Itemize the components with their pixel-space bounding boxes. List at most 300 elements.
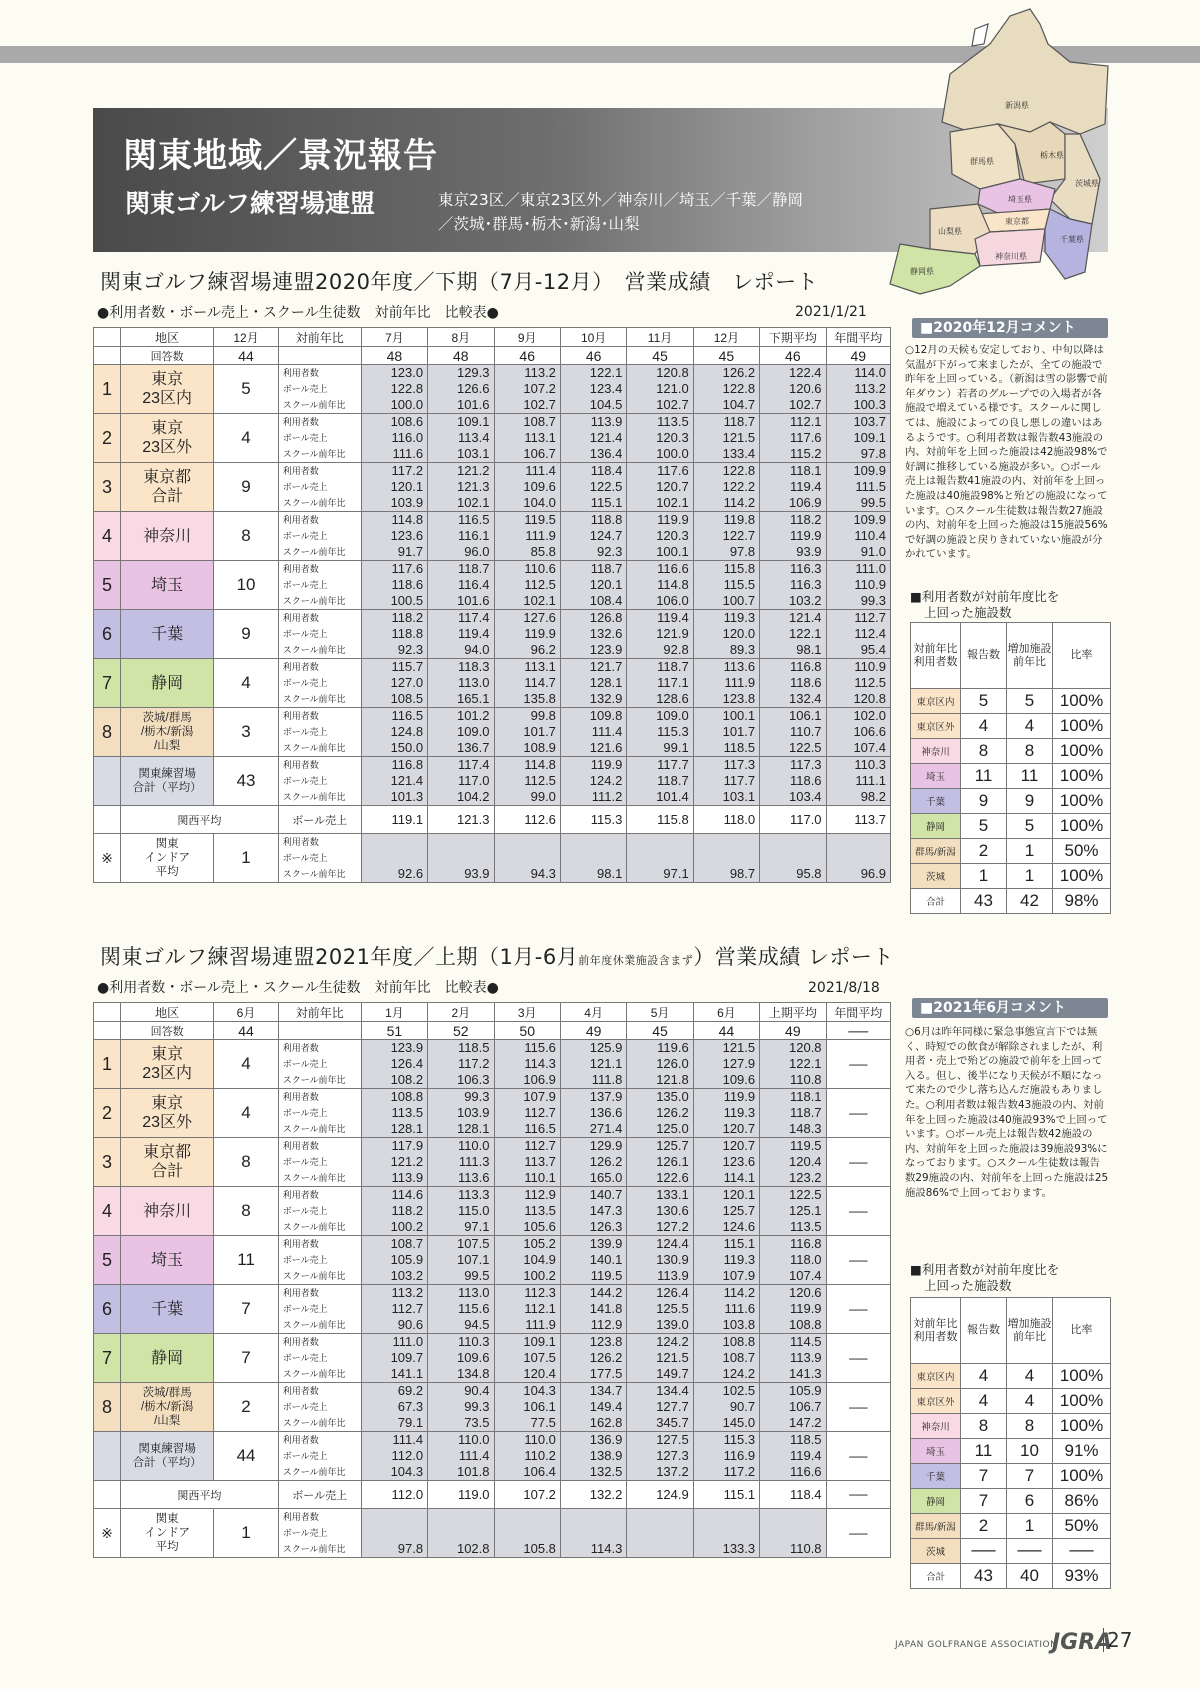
value: 136.4 <box>589 446 623 461</box>
value: 126.6 <box>456 381 490 396</box>
metric-label: スクール前年比 <box>282 1173 346 1183</box>
value: 105.9 <box>390 1252 424 1267</box>
value: 121.9 <box>656 626 689 641</box>
value: 123.6 <box>390 528 424 543</box>
value: 112.5 <box>854 675 886 690</box>
value: 110.0 <box>457 1138 490 1153</box>
summary-row <box>911 1514 1111 1539</box>
value: 106.0 <box>656 593 689 608</box>
map-label-chiba: 千葉県 <box>1060 235 1084 244</box>
summary-header: 増加施設前年比 <box>1007 1298 1053 1364</box>
count-cell: 46 <box>560 347 626 365</box>
row-number: 2 <box>94 1089 121 1138</box>
summary-value: 1 <box>961 864 1007 889</box>
value: 126.2 <box>656 1105 689 1120</box>
value: 119.9 <box>590 757 623 772</box>
value: 124.2 <box>722 1366 756 1381</box>
value: 120.6 <box>789 1285 822 1300</box>
indoor-value: 96.9 <box>860 866 886 881</box>
value: 77.5 <box>530 1415 556 1430</box>
summary-value: 1 <box>1007 839 1053 864</box>
value: 120.4 <box>789 1154 822 1169</box>
value: 120.3 <box>656 430 689 445</box>
value: 123.9 <box>589 642 623 657</box>
value: 121.2 <box>456 463 490 478</box>
value-cell <box>428 659 494 708</box>
summary-value: 9 <box>1007 789 1053 814</box>
value: 118.5 <box>457 1040 490 1055</box>
row-number: 6 <box>94 610 121 659</box>
value: 112.3 <box>524 1285 556 1300</box>
value: 128.1 <box>390 1121 424 1136</box>
value: 120.8 <box>656 365 689 380</box>
table-row <box>94 1236 891 1285</box>
value-cell <box>361 512 427 561</box>
summary-value: 11 <box>961 764 1007 789</box>
value: 116.8 <box>789 659 822 674</box>
value: 111.4 <box>591 724 623 739</box>
summary-region: 茨城 <box>911 1539 961 1564</box>
section2-title <box>100 941 894 971</box>
region-name <box>120 414 213 463</box>
region-name-line: 静岡 <box>151 1349 184 1367</box>
map-label-tochigi: 栃木県 <box>1040 151 1064 160</box>
value: 110.3 <box>457 1334 490 1349</box>
row-number: 1 <box>94 365 121 414</box>
region-name-line: 合計（平均） <box>132 782 202 794</box>
value: 113.2 <box>524 365 556 380</box>
value: 115.2 <box>789 446 822 461</box>
value: 101.7 <box>523 724 556 739</box>
kansai-metric: ボール売上 <box>278 806 361 834</box>
value: 99.3 <box>860 593 886 608</box>
value: 120.1 <box>722 1187 756 1202</box>
value: 116.8 <box>789 1236 822 1251</box>
summary-value: 43 <box>961 1564 1007 1589</box>
value: 118.8 <box>590 512 623 527</box>
value: 116.3 <box>789 577 822 592</box>
value-cell <box>361 757 427 806</box>
region-name-line: /栃木/新潟 <box>140 1401 194 1413</box>
value: 109.6 <box>523 479 556 494</box>
value: 121.5 <box>722 430 756 445</box>
value: 105.2 <box>523 1236 556 1251</box>
metric-labels <box>278 1334 361 1383</box>
value: 104.5 <box>589 397 623 412</box>
value: 127.7 <box>656 1399 689 1414</box>
count-blank <box>94 347 121 365</box>
metric-label: 利用者数 <box>282 662 319 672</box>
metric-labels <box>278 512 361 561</box>
column-header: 11月 <box>627 328 693 347</box>
summary-value: 100% <box>1053 739 1111 764</box>
value: 116.9 <box>723 1448 756 1463</box>
count-cell: 44 <box>693 1022 759 1040</box>
value: 116.3 <box>789 561 822 576</box>
summary-row <box>911 814 1111 839</box>
annual-average-dash: ── <box>826 1138 890 1187</box>
count-cell: 45 <box>693 347 759 365</box>
region-name-line: 東京 <box>151 1095 184 1112</box>
value-cell <box>560 561 626 610</box>
region-name <box>120 1236 213 1285</box>
summary-row <box>911 889 1111 914</box>
value-cell <box>760 1089 826 1138</box>
value: 108.5 <box>390 691 424 706</box>
value: 117.4 <box>457 757 490 772</box>
value-cell <box>494 1187 560 1236</box>
value: 126.4 <box>656 1285 689 1300</box>
response-count: 3 <box>214 708 278 757</box>
value: 111.4 <box>458 1448 490 1463</box>
summary-value: 100% <box>1053 789 1111 814</box>
metric-label: ボール売上 <box>282 727 328 737</box>
metric-label: 利用者数 <box>282 1337 319 1347</box>
column-header: 12月 <box>214 328 278 347</box>
value: 110.3 <box>854 757 886 772</box>
value: 133.4 <box>722 446 756 461</box>
value: 123.2 <box>789 1170 822 1185</box>
region-name-line: 埼玉 <box>151 1251 184 1269</box>
section1-table <box>93 327 891 883</box>
response-count: 43 <box>214 757 278 806</box>
response-count: 4 <box>214 1089 278 1138</box>
section2-comment-title: ■2021年6月コメント <box>912 998 1108 1018</box>
metric-labels <box>278 1236 361 1285</box>
value: 126.8 <box>589 610 623 625</box>
value-cell <box>428 1138 494 1187</box>
summary-region: 静岡 <box>911 814 961 839</box>
value: 114.2 <box>723 1285 756 1300</box>
summary-value: 93% <box>1053 1564 1111 1589</box>
value: 113.3 <box>457 1187 490 1202</box>
value-cell <box>627 1187 693 1236</box>
value: 113.7 <box>524 1154 556 1169</box>
value: 120.7 <box>722 1138 756 1153</box>
summary-value: 100% <box>1053 814 1111 839</box>
value: 109.6 <box>722 1072 756 1087</box>
value-cell <box>361 1138 427 1187</box>
value: 100.0 <box>390 397 424 412</box>
value: 121.5 <box>656 1350 689 1365</box>
value: 112.5 <box>524 773 556 788</box>
value: 139.0 <box>656 1317 689 1332</box>
kansai-value: 118.0 <box>693 806 759 834</box>
column-header: 6月 <box>693 1003 759 1022</box>
value: 107.5 <box>523 1350 556 1365</box>
kansai-value: 112.6 <box>494 806 560 834</box>
value: 148.3 <box>789 1121 822 1136</box>
value: 125.1 <box>789 1203 822 1218</box>
section2-title-end: ）営業成績 レポート <box>693 945 894 969</box>
value-cell <box>560 1040 626 1089</box>
value: 115.1 <box>723 1236 756 1251</box>
value: 115.3 <box>657 724 689 739</box>
value: 107.5 <box>456 1236 490 1251</box>
summary-value: 2 <box>961 1514 1007 1539</box>
value-cell <box>693 512 759 561</box>
value: 104.7 <box>722 397 756 412</box>
value: 116.5 <box>391 708 424 723</box>
column-header: 年間平均 <box>826 1003 890 1022</box>
value-cell <box>494 414 560 463</box>
value: 99.3 <box>464 1399 490 1414</box>
value-cell <box>494 1236 560 1285</box>
value: 136.7 <box>456 740 490 755</box>
section2-comment: ○6月は昨年同様に緊急事態宣言下では無く、時短での飲食が解除されましたが、利用者・売上で殆どの施設で前年を上回って入る。但し、後半になり天候が不順になって来たので少し落ち込んだ施設もありました。○利用者数は報告数43施設の内、対前年を上回った施設は40施設93%で上回っています。○ボール売上は報告数42施設の内、対前年を上回った施設は39施設93%になっております。○スクール生徒数は報告数29施設の内、対前年を上回った施設は25施設86%で上回っております。 <box>905 1026 1109 1199</box>
kanto-map <box>880 4 1110 304</box>
metric-label: 利用者数 <box>282 1288 319 1298</box>
value: 118.7 <box>723 414 756 429</box>
value-cell <box>693 1187 759 1236</box>
value: 122.5 <box>589 479 623 494</box>
value: 102.7 <box>656 397 689 412</box>
row-number: 6 <box>94 1285 121 1334</box>
value: 104.2 <box>456 789 490 804</box>
metric-label: スクール前年比 <box>282 1320 346 1330</box>
value: 122.1 <box>589 365 623 380</box>
value: 121.7 <box>589 659 623 674</box>
value: 111.6 <box>724 1301 756 1316</box>
kansai-average-label: 関西平均 <box>120 1481 278 1509</box>
section1-comment-title: ■2020年12月コメント <box>912 318 1108 338</box>
metric-label: 利用者数 <box>282 466 319 476</box>
value-cell <box>627 463 693 512</box>
summary-region: 東京区外 <box>911 1389 961 1414</box>
value-cell <box>826 834 890 883</box>
region-name-line: 埼玉 <box>151 576 184 594</box>
summary-value: 5 <box>961 689 1007 714</box>
value: 122.7 <box>722 528 756 543</box>
table-row <box>94 1285 891 1334</box>
value: 123.8 <box>722 691 756 706</box>
summary-value: 7 <box>1007 1464 1053 1489</box>
map-label-niigata: 新潟県 <box>1005 101 1029 110</box>
response-count: 7 <box>214 1285 278 1334</box>
value: 110.7 <box>789 724 822 739</box>
value: 118.7 <box>789 1105 822 1120</box>
value: 118.6 <box>391 577 424 592</box>
value-cell <box>494 1040 560 1089</box>
kansai-value: 119.1 <box>361 806 427 834</box>
value: 115.6 <box>524 1040 556 1055</box>
value: 98.1 <box>796 642 822 657</box>
summary-value: 4 <box>961 714 1007 739</box>
value: 108.2 <box>390 1072 424 1087</box>
summary-header: 増加施設前年比 <box>1007 623 1053 689</box>
annual-average-dash: ── <box>826 1089 890 1138</box>
value: 118.6 <box>789 773 822 788</box>
summary-value: 100% <box>1053 864 1111 889</box>
value: 123.0 <box>390 365 424 380</box>
value-cell <box>361 414 427 463</box>
header-blank <box>94 328 121 347</box>
row-number: 5 <box>94 561 121 610</box>
value: 122.8 <box>722 381 756 396</box>
column-header: 3月 <box>494 1003 560 1022</box>
value: 115.7 <box>391 659 424 674</box>
row-number: 5 <box>94 1236 121 1285</box>
value-cell <box>627 1432 693 1481</box>
annual-average-dash: ── <box>826 1432 890 1481</box>
map-sado <box>972 24 988 46</box>
metric-labels <box>278 834 361 883</box>
value-cell <box>693 1285 759 1334</box>
table-row <box>94 1334 891 1383</box>
summary-value: 6 <box>1007 1489 1053 1514</box>
value-cell <box>361 1509 427 1558</box>
page-number: 27 <box>1103 1628 1132 1652</box>
region-name <box>120 512 213 561</box>
metric-label: ボール売上 <box>282 853 328 863</box>
value: 112.0 <box>391 1448 424 1463</box>
kansai-value: 112.0 <box>361 1481 427 1509</box>
value: 122.5 <box>789 1187 822 1202</box>
metric-label: 利用者数 <box>282 1435 319 1445</box>
column-header: 7月 <box>361 328 427 347</box>
value-cell <box>428 463 494 512</box>
summary-value: 11 <box>1007 764 1053 789</box>
value: 125.7 <box>722 1203 756 1218</box>
value: 132.4 <box>789 691 822 706</box>
value-cell <box>428 834 494 883</box>
value: 124.2 <box>656 1334 689 1349</box>
response-count: 2 <box>214 1383 278 1432</box>
value-cell <box>826 512 890 561</box>
value-cell <box>760 1285 826 1334</box>
indoor-value: 105.8 <box>523 1541 556 1556</box>
value: 108.7 <box>722 1350 756 1365</box>
value: 108.8 <box>390 1089 424 1104</box>
metric-label: ボール売上 <box>282 1206 328 1216</box>
summary-region: 群馬/新潟 <box>911 839 961 864</box>
summary-row <box>911 764 1111 789</box>
value: 100.2 <box>390 1219 424 1234</box>
value-cell <box>361 610 427 659</box>
table-row <box>94 708 891 757</box>
value: 106.1 <box>523 1399 556 1414</box>
table-row <box>94 610 891 659</box>
value: 165.0 <box>589 1170 623 1185</box>
value: 103.9 <box>456 1105 490 1120</box>
count-cell: 46 <box>494 347 560 365</box>
summary-header: 報告数 <box>961 623 1007 689</box>
annual-average-dash: ── <box>826 1509 890 1558</box>
value-cell <box>693 1334 759 1383</box>
metric-label: ボール売上 <box>282 1255 328 1265</box>
value: 101.6 <box>456 397 490 412</box>
value: 108.9 <box>523 740 556 755</box>
metric-label: スクール前年比 <box>282 792 346 802</box>
value: 147.3 <box>589 1203 623 1218</box>
value: 114.2 <box>723 495 756 510</box>
metric-label: スクール前年比 <box>282 1271 346 1281</box>
value: 128.1 <box>589 675 623 690</box>
value: 102.1 <box>656 495 689 510</box>
value: 117.4 <box>457 610 490 625</box>
summary-value: 50% <box>1053 1514 1111 1539</box>
value: 115.3 <box>723 1432 756 1447</box>
value: 122.1 <box>789 1056 822 1071</box>
value-cell <box>361 1285 427 1334</box>
value-cell <box>361 1040 427 1089</box>
value-cell <box>361 834 427 883</box>
value: 107.2 <box>523 381 556 396</box>
value: 121.6 <box>589 740 623 755</box>
annual-average-dash: ── <box>826 1285 890 1334</box>
value: 118.2 <box>391 610 424 625</box>
summary-value: 43 <box>961 889 1007 914</box>
kansai-blank <box>94 806 121 834</box>
metric-labels <box>278 414 361 463</box>
value: 100.3 <box>853 397 886 412</box>
value: 117.7 <box>723 773 756 788</box>
response-count: 8 <box>214 1138 278 1187</box>
indoor-name <box>120 834 213 883</box>
value-cell <box>361 365 427 414</box>
table-row <box>94 1089 891 1138</box>
value-cell <box>560 834 626 883</box>
metric-label: ボール売上 <box>282 1353 328 1363</box>
page-subtitle: 関東ゴルフ練習場連盟 <box>125 189 376 218</box>
value-cell <box>560 757 626 806</box>
value: 113.5 <box>524 1203 556 1218</box>
value: 345.7 <box>656 1415 689 1430</box>
value-cell <box>693 561 759 610</box>
value: 114.3 <box>524 1056 556 1071</box>
value: 113.9 <box>657 1268 689 1283</box>
value: 123.6 <box>722 1154 756 1169</box>
value: 113.2 <box>391 1285 424 1300</box>
kansai-value: 115.8 <box>627 806 693 834</box>
metric-label: ボール売上 <box>282 482 328 492</box>
value: 138.9 <box>589 1448 623 1463</box>
value: 118.7 <box>457 561 490 576</box>
map-label-kanagawa: 神奈川県 <box>995 252 1027 261</box>
value: 102.1 <box>456 495 490 510</box>
value: 106.3 <box>456 1072 490 1087</box>
value: 111.8 <box>591 1072 623 1087</box>
value: 103.4 <box>789 789 822 804</box>
table-row <box>94 1040 891 1089</box>
metric-label: 利用者数 <box>282 760 319 770</box>
summary-row <box>911 1489 1111 1514</box>
value: 127.9 <box>722 1056 756 1071</box>
value: 112.7 <box>524 1138 556 1153</box>
value: 120.6 <box>789 381 822 396</box>
value: 116.6 <box>657 561 689 576</box>
metric-label: スクール前年比 <box>282 1369 346 1379</box>
value: 107.4 <box>789 1268 822 1283</box>
note-mark: ※ <box>94 834 121 883</box>
count-cell: 44 <box>214 1022 278 1040</box>
summary-value: 100% <box>1053 689 1111 714</box>
section2-summary-title-line1: ■利用者数が対前年度比を <box>910 1262 1060 1277</box>
value: 116.4 <box>457 577 490 592</box>
value: 109.0 <box>656 708 689 723</box>
table-row <box>94 512 891 561</box>
metric-label: スクール前年比 <box>282 449 346 459</box>
region-name-line: 茨城/群馬 <box>142 1387 192 1399</box>
value: 117.9 <box>391 1138 424 1153</box>
value-cell <box>760 708 826 757</box>
value: 115.0 <box>457 1203 490 1218</box>
value: 105.9 <box>789 1383 822 1398</box>
summary-value: 7 <box>961 1489 1007 1514</box>
table-row <box>94 414 891 463</box>
count-cell <box>278 1022 361 1040</box>
footer-association: JAPAN GOLFRANGE ASSOCIATION <box>895 1640 1058 1650</box>
